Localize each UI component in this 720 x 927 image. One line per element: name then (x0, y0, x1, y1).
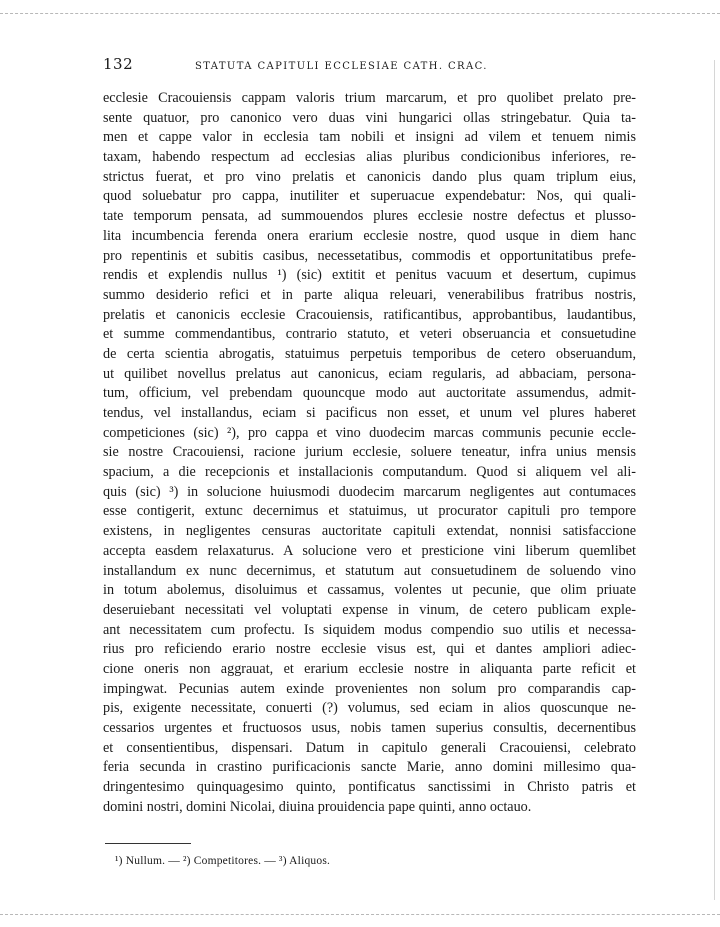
text-line: cione oneris non aggrauat, et erarium ecclesie nostre in aliquanta parte reficit et (103, 660, 636, 677)
text-line: rius pro reficiendo erario nostre ecclesie visus est, qui et dantes ampliori adiec- (103, 641, 636, 658)
text-line: men et cappe valor in ecclesia tam nobili et insigni ad vilem et tenuem nimis (103, 129, 636, 146)
text-line: strictus fuerat, et pro vino prelatis et canonicis dando plus quam triplum eius, (103, 168, 636, 185)
footnote-rule (105, 843, 191, 844)
text-line: pro repentinis et subitis casibus, necessetatibus, commodis et opportunitatibus prefe- (103, 247, 636, 264)
text-line: summo desiderio refici et in parte aliqua releuari, venerabilibus fratribus nostris, (103, 286, 636, 303)
text-line: tate temporum pensata, ad summouendos plures ecclesie nostre defectus et plusso- (103, 208, 636, 225)
text-line: et summe commendantibus, contrario statuto, et veteri obseruancia et consuetudine (103, 326, 636, 343)
text-line: accepta easdem relaxaturus. A solucione vero et presticione vini liberum quemlibet (103, 542, 636, 559)
scan-edge-right (714, 60, 716, 900)
text-line: deseruiebant necessitati vel voluptati expense in vinum, de cetero publicam exple- (103, 601, 636, 618)
text-line: quis (sic) ³) in solucione huiusmodi duodecim marcarum negligentes aut contumaces (103, 483, 636, 500)
text-line: rendis et explendis nullus ¹) (sic) extitit et penitus vacuum et desertum, cupimus (103, 267, 636, 284)
text-line: ut quilibet novellus prelatus aut canonicus, eciam regularis, ad abbaciam, persona- (103, 365, 636, 382)
scan-edge-top (0, 13, 720, 20)
text-line: competiciones (sic) ²), pro cappa et vino duodecim marcas communis pecunie eccle- (103, 424, 636, 441)
text-line: esse contigerit, extunc decernimus et statuimus, ut procurator capituli pro tempore (103, 503, 636, 520)
main-text (103, 89, 636, 817)
text-line: lita incumbencia ferenda onera erarium ecclesie nostre, quod usque in diem hanc (103, 227, 636, 244)
text-line: existens, in negligentes censuras auctoritate capituli extendat, nonnisi satisfaccione (103, 523, 636, 540)
text-line: et consentientibus, dispensari. Datum in capitulo generali Cracouiensi, celebrato (103, 739, 636, 756)
text-line: tum, officium, vel prebendam quouncque modo aut auctoritate assumendus, admit- (103, 385, 636, 402)
text-line: dringentesimo quinquagesimo quinto, pontificatus sanctissimi in Christo patris et (103, 779, 636, 796)
text-line: domini nostri, domini Nicolai, diuina prouidencia pape quinti, anno octauo. (103, 798, 532, 815)
text-line: de certa scientia abrogatis, statuimus perpetuis temporibus de cetero obseruandum, (103, 345, 636, 362)
scan-edge-bottom (0, 914, 720, 916)
text-line: in totum abolemus, disoluimus et cassamus, volentes ut pecunie, que olim priuate (103, 582, 636, 599)
text-line: spacium, a die recepcionis et installacionis computandum. Quod si aliquem vel ali- (103, 464, 636, 481)
text-line: taxam, habendo respectum ad ecclesias alias pluribus condicionibus inferiores, re- (103, 149, 636, 166)
text-line: feria secunda in crastino purificacionis sancte Marie, anno domini millesimo qua- (103, 759, 636, 776)
text-line: quod soluebatur pro cappa, inutiliter et superuacue expendebatur: Nos, qui quali- (103, 188, 636, 205)
footnotes: ¹) Nullum. — ²) Competitores. — ³) Aliquos. (115, 855, 331, 868)
running-title: STATUTA CAPITULI ECCLESIAE CATH. CRAC. (195, 61, 488, 72)
text-line: prelatis et canonicis ecclesie Cracouiensis, ratificantibus, approbantibus, laudantibus, (103, 306, 636, 323)
page-number: 132 (103, 55, 134, 73)
text-line: impingwat. Pecunias autem exinde provenientes non solum pro comparandis cap- (103, 680, 636, 697)
text-line: ant necessitatem cum profectu. Is siquidem modus compendio suo utilis et necessa- (103, 621, 636, 638)
text-line: pis, exigente necessitate, conuerti (?) volumus, sed eciam in alios quoscunque ne- (103, 700, 636, 717)
text-line: ecclesie Cracouiensis cappam valoris trium marcarum, et pro quolibet prelato pre- (103, 90, 636, 106)
text-line: sente quatuor, pro canonico vero duas vini hungarici ollas stringebatur. Quia ta- (103, 109, 636, 126)
text-line: tendus, vel installandus, eciam si pacificus non esset, et unum vel plures haberet (103, 405, 636, 421)
text-line: sie nostre Cracouiensi, racione jurium ecclesie, soluere teneatur, infra unius mensis (103, 444, 636, 461)
book-page (103, 55, 636, 867)
text-line: cessarios urgentes et fructuosos usus, nobis tamen superius consultis, decernentibus (103, 720, 636, 736)
text-line: installandum ex nunc decernimus, et statutum aut consuetudinem de soluendo vino (103, 562, 636, 579)
running-head (103, 55, 636, 81)
